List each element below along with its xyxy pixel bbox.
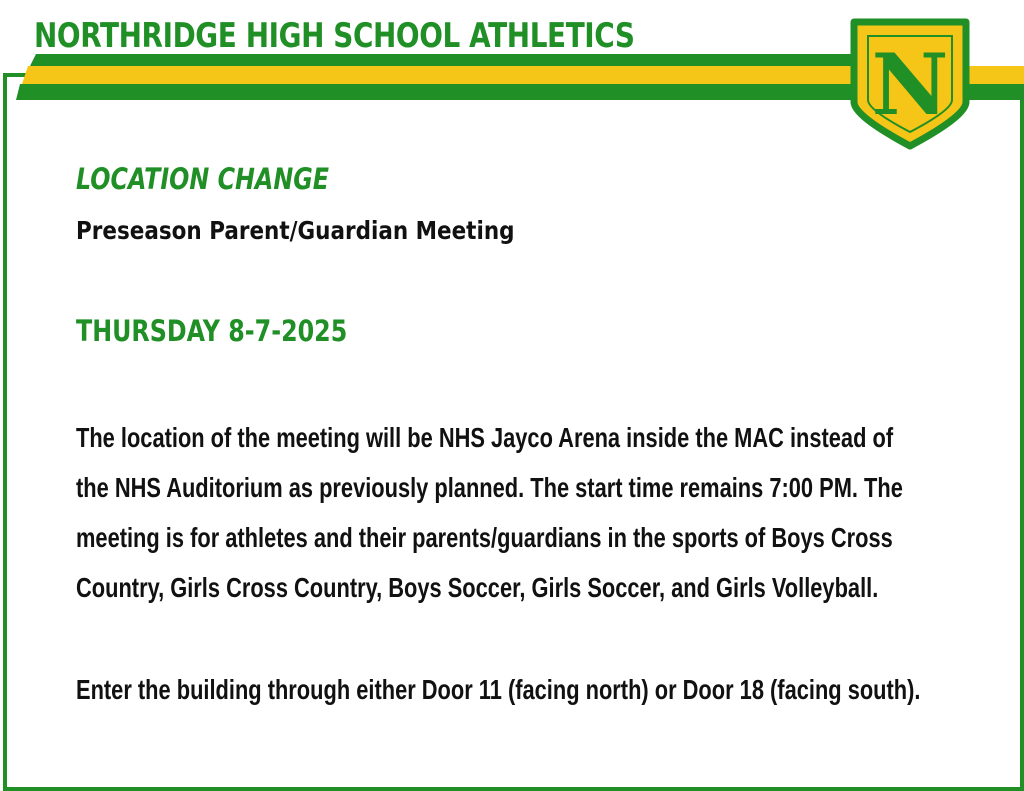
logo-letter: N — [871, 35, 949, 134]
header-title: NORTHRIDGE HIGH SCHOOL ATHLETICS — [34, 16, 635, 56]
school-logo-shield — [848, 16, 972, 150]
paragraph-line: the NHS Auditorium as previously planned. The start time remains 7:00 PM. The — [76, 472, 903, 503]
paragraph-line: The location of the meeting will be NHS Jayco Arena inside the MAC instead of — [76, 422, 894, 453]
paragraph-line: Country, Girls Cross Country, Boys Soccer, Girls Soccer, and Girls Volleyball. — [76, 572, 879, 603]
location-change-heading: LOCATION CHANGE — [76, 162, 329, 196]
entry-instructions: Enter the building through either Door 11 (facing north) or Door 18 (facing south). — [76, 674, 921, 705]
paragraph-line: meeting is for athletes and their parents/guardians in the sports of Boys Cross — [76, 522, 893, 553]
meeting-date: THURSDAY 8-7-2025 — [76, 314, 348, 348]
meeting-title: Preseason Parent/Guardian Meeting — [76, 216, 515, 245]
